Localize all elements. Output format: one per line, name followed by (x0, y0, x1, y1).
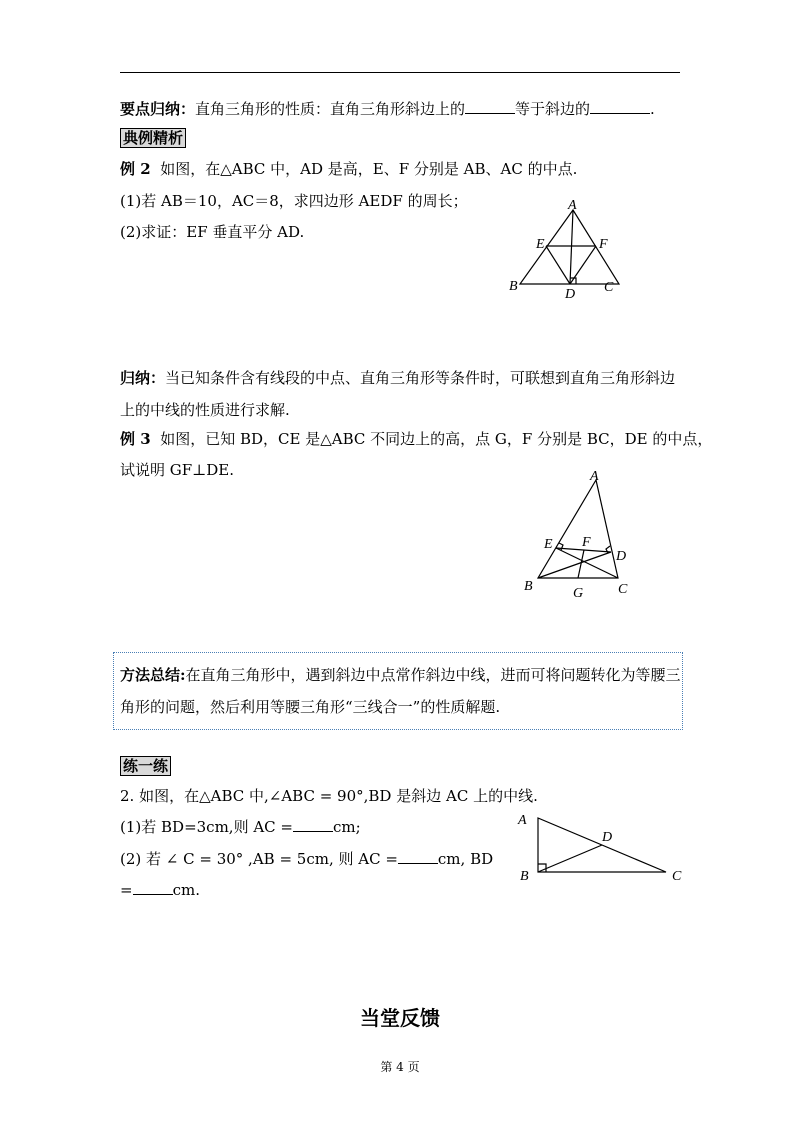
practice-figure (512, 806, 692, 886)
practice-q2 (120, 848, 493, 870)
example3-label: 例 3 (120, 430, 151, 448)
key-point-blank-2[interactable] (590, 99, 650, 114)
label-b: B (509, 279, 518, 294)
altitude-ad (570, 210, 573, 284)
label-b: B (524, 579, 533, 594)
label-d: D (565, 287, 576, 302)
example2-figure (500, 198, 630, 302)
practice-q1-unit: cm; (332, 818, 361, 836)
key-point-text-2: 等于斜边的 (515, 100, 591, 118)
label-g: G (573, 586, 584, 600)
practice-q2-eq: = (120, 881, 133, 899)
label-d: D (602, 830, 613, 845)
method-text-1: 在直角三角形中，遇到斜边中点常作斜边中线，进而可将问题转化为等腰三 (185, 666, 681, 684)
example2-stem: 如图，在△ABC 中，AD 是高，E、F 分别是 AB、AC 的中点. (160, 160, 578, 178)
header-rule (120, 72, 680, 73)
label-a: A (568, 198, 577, 213)
label-f: F (582, 535, 591, 550)
key-point-blank-1[interactable] (465, 99, 515, 114)
label-b: B (520, 869, 529, 884)
example2-label: 例 2 (120, 160, 151, 178)
summary-line-2: 上的中线的性质进行求解. (120, 401, 290, 419)
label-a: A (518, 813, 527, 828)
median-bd (538, 845, 602, 872)
summary-line-1 (120, 367, 675, 389)
section-examples-label: 典例精析 (120, 128, 186, 148)
section-practice-heading (120, 755, 171, 777)
key-point-line (120, 98, 655, 120)
practice-q2-blank-2[interactable] (133, 880, 173, 895)
practice-q1-text: (1)若 BD=3cm,则 AC = (120, 818, 293, 836)
method-line-1 (120, 664, 681, 686)
label-e: E (544, 537, 553, 552)
label-c: C (618, 582, 628, 597)
key-point-text-1: 直角三角形的性质：直角三角形斜边上的 (195, 100, 466, 118)
practice-q2-mid: cm, BD (437, 850, 494, 868)
example2-q1: (1)若 AB＝10，AC＝8，求四边形 AEDF 的周长； (120, 192, 468, 210)
example3-figure (518, 468, 638, 600)
label-f: F (599, 237, 608, 252)
label-d: D (616, 549, 627, 564)
practice-q1-blank[interactable] (293, 817, 333, 832)
key-point-label: 要点归纳： (120, 100, 196, 118)
summary-label: 归纳： (120, 369, 166, 387)
segment-ed (546, 246, 570, 284)
feedback-title: 当堂反馈 (360, 1006, 440, 1030)
method-line-2: 角形的问题，然后利用等腰三角形“三线合一”的性质解题. (120, 698, 501, 716)
example3-line-1 (120, 428, 712, 450)
example3-text-1: 如图，已知 BD，CE 是△ABC 不同边上的高，点 G，F 分别是 BC，DE 的中点， (160, 430, 713, 448)
example2-q2: (2)求证：EF 垂直平分 AD. (120, 223, 305, 241)
label-e: E (536, 237, 545, 252)
practice-q2-unit: cm. (172, 881, 200, 899)
section-examples-heading (120, 127, 186, 149)
practice-q2-cont (120, 879, 200, 901)
example3-line-2: 试说明 GF⊥DE. (120, 461, 235, 479)
practice-q1 (120, 816, 361, 838)
page-number: 第 4 页 (380, 1060, 420, 1074)
summary-text-1: 当已知条件含有线段的中点、直角三角形等条件时，可联想到直角三角形斜边 (165, 369, 676, 387)
label-c: C (672, 869, 682, 884)
method-label: 方法总结: (120, 666, 186, 684)
label-a: A (590, 469, 599, 484)
example2-stem-line (120, 158, 577, 180)
practice-stem: 2. 如图，在△ABC 中,∠ABC = 90°,BD 是斜边 AC 上的中线. (120, 787, 538, 805)
section-practice-label: 练一练 (120, 756, 171, 776)
altitude-bd (538, 552, 611, 578)
key-point-end: . (650, 100, 655, 118)
practice-q2-blank-1[interactable] (398, 849, 438, 864)
practice-q2-text: (2) 若 ∠ C = 30° ,AB = 5cm, 则 AC = (120, 850, 398, 868)
label-c: C (604, 280, 614, 295)
